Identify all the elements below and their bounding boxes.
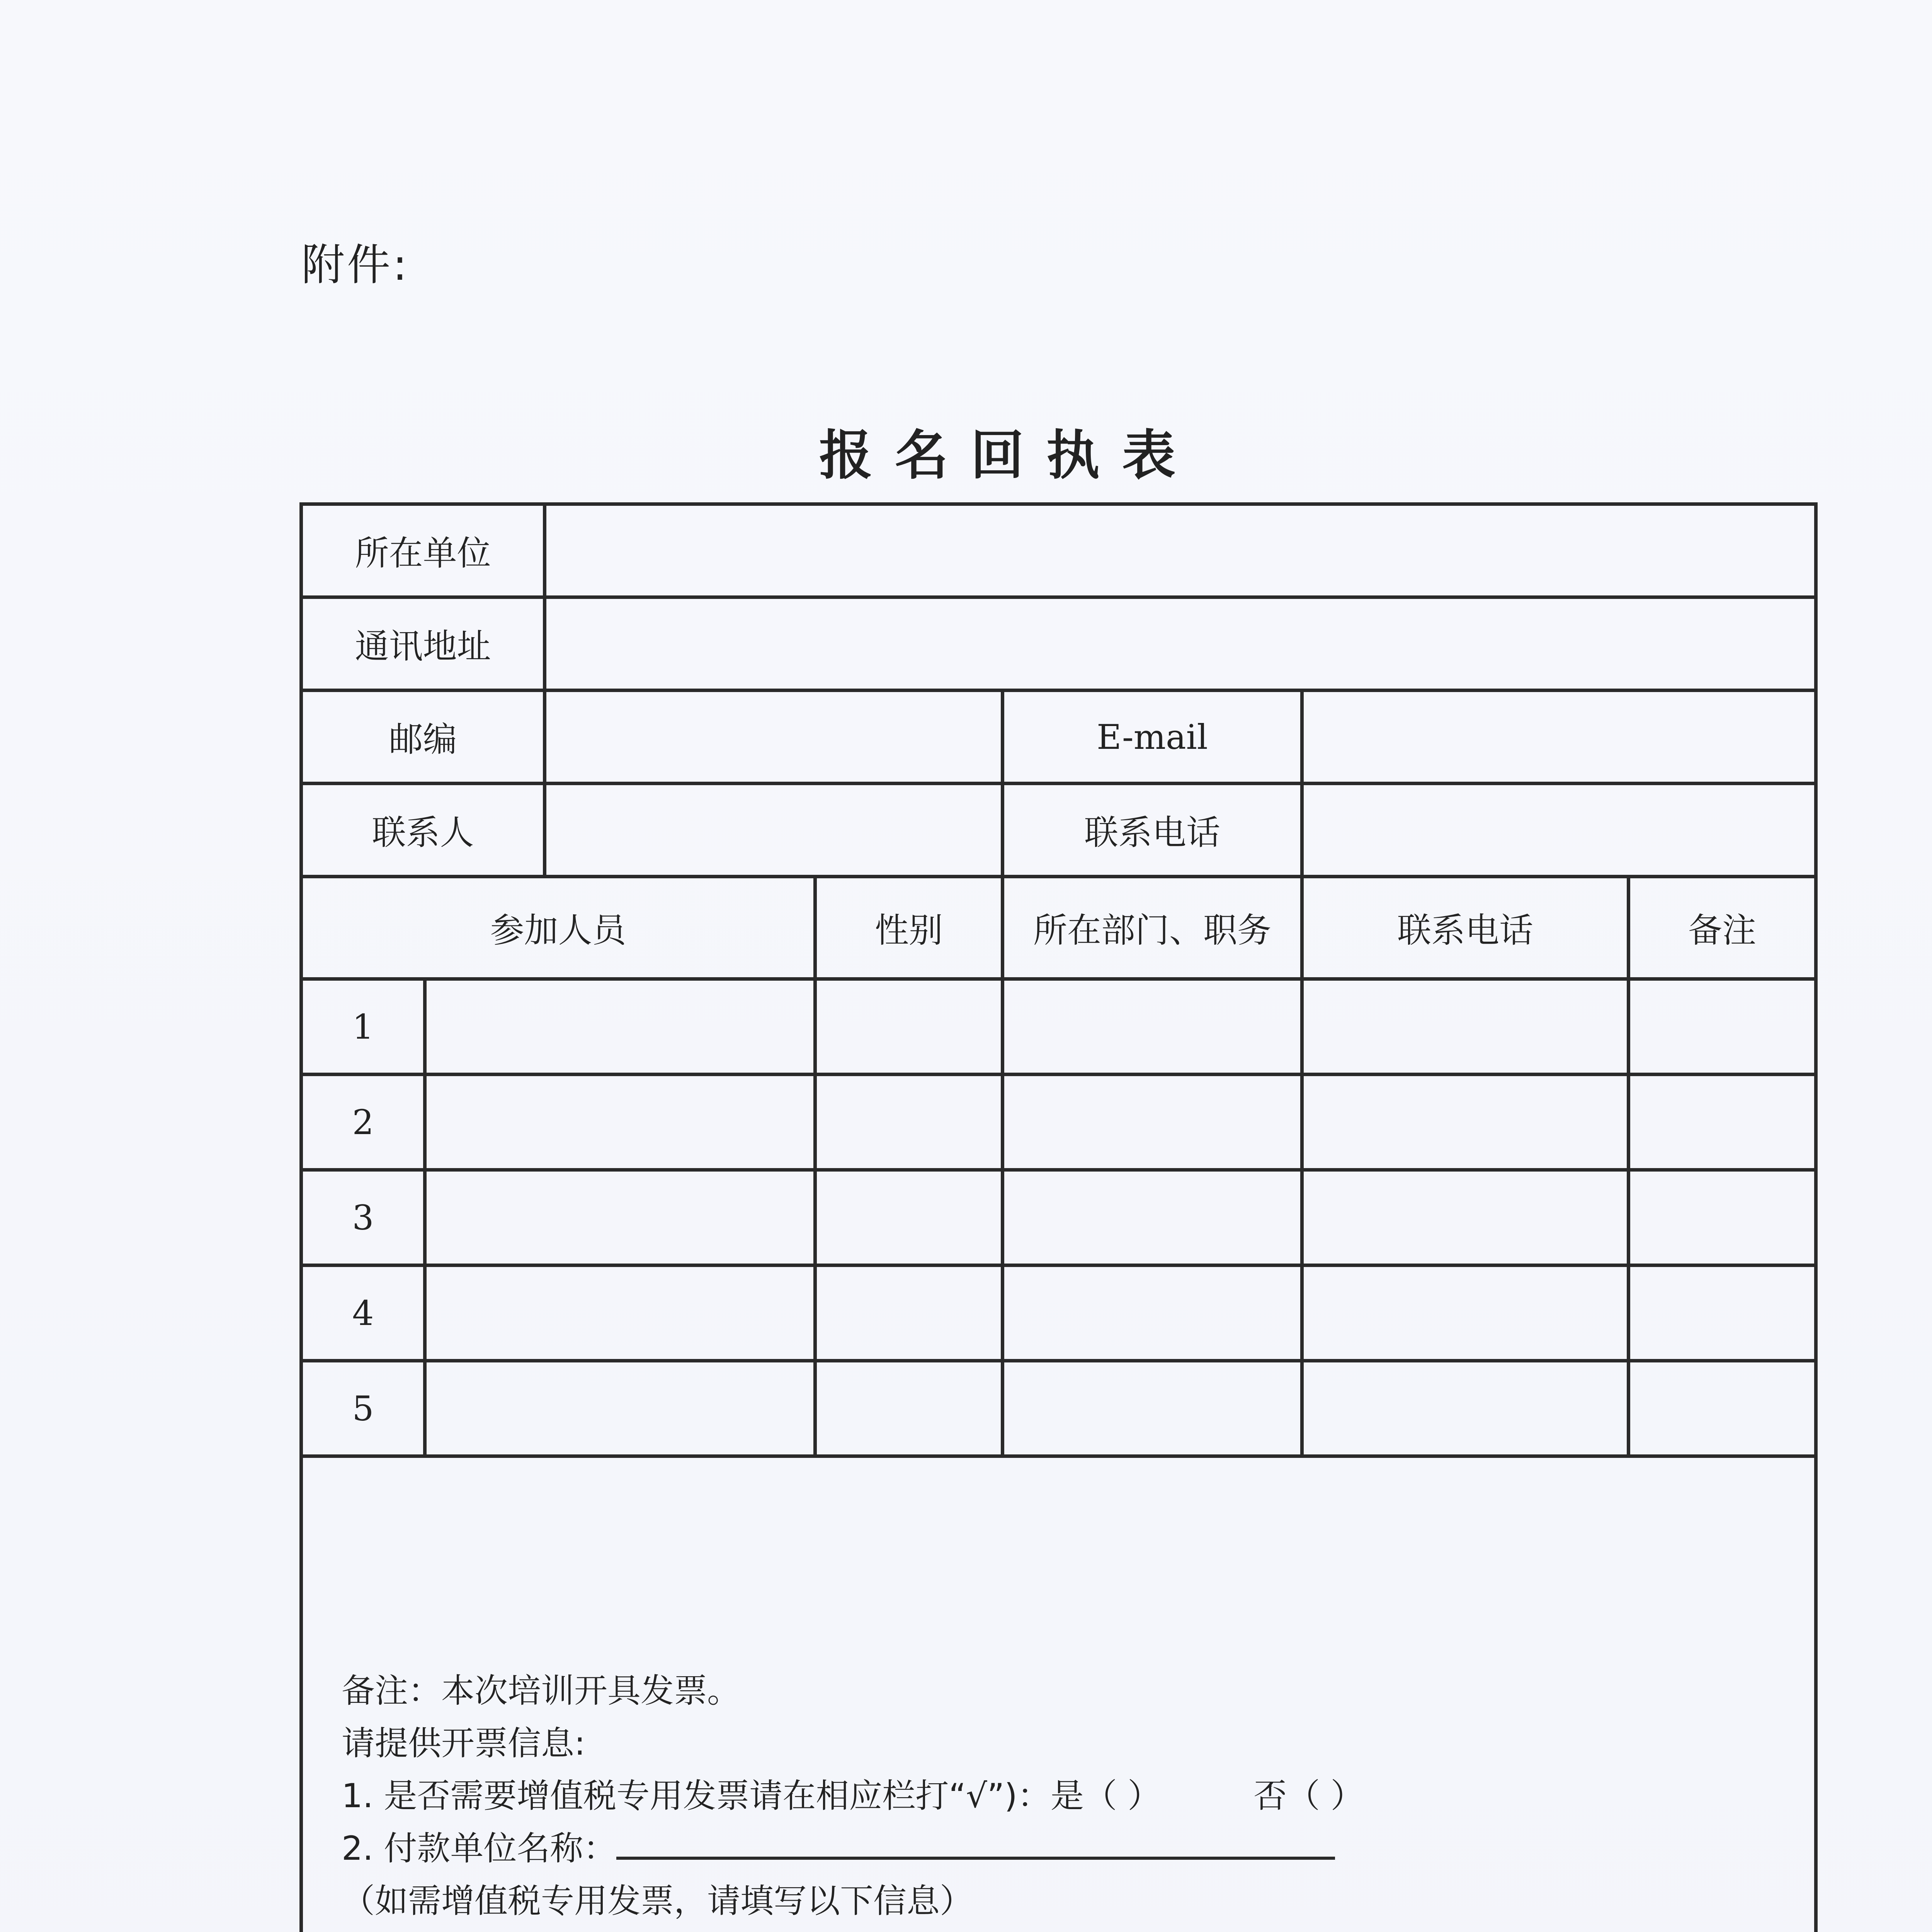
phone-cell[interactable] bbox=[1302, 1075, 1629, 1170]
contact-label: 联系人 bbox=[301, 784, 545, 877]
taxpayer-id-line bbox=[342, 1927, 1364, 1932]
remarks-cell[interactable] bbox=[1629, 1361, 1816, 1456]
notes-invoice-intro: 请提供开票信息: bbox=[342, 1724, 585, 1763]
registration-form-table bbox=[299, 502, 1818, 1932]
address-label: 通讯地址 bbox=[301, 597, 545, 690]
table-row bbox=[301, 1361, 1816, 1456]
vat-question-text: 1. 是否需要增值税专用发票请在相应栏打“√”)：是（ ） bbox=[342, 1777, 1161, 1815]
vat-question-line bbox=[342, 1770, 1364, 1822]
department-cell[interactable] bbox=[1003, 1265, 1302, 1361]
phone-cell[interactable] bbox=[1302, 1361, 1629, 1456]
participant-name-cell[interactable] bbox=[425, 1361, 815, 1456]
participant-name-cell[interactable] bbox=[425, 979, 815, 1075]
gender-cell[interactable] bbox=[815, 1170, 1003, 1265]
postcode-email-row bbox=[301, 690, 1816, 784]
address-field[interactable] bbox=[545, 597, 1816, 690]
form-title: 报名回执表 bbox=[819, 424, 1198, 486]
remarks-cell[interactable] bbox=[1629, 1075, 1816, 1170]
department-cell[interactable] bbox=[1003, 1170, 1302, 1265]
email-label: E-mail bbox=[1003, 690, 1302, 784]
unit-label: 所在单位 bbox=[301, 504, 545, 597]
department-cell[interactable] bbox=[1003, 1075, 1302, 1170]
table-row bbox=[301, 1265, 1816, 1361]
unit-row bbox=[301, 504, 1816, 597]
unit-field[interactable] bbox=[545, 504, 1816, 597]
header-remarks: 备注 bbox=[1629, 877, 1816, 979]
contact-phone-label: 联系电话 bbox=[1003, 784, 1302, 877]
header-gender: 性别 bbox=[815, 877, 1003, 979]
phone-cell[interactable] bbox=[1302, 1170, 1629, 1265]
remarks-cell[interactable] bbox=[1629, 1265, 1816, 1361]
postcode-label: 邮编 bbox=[301, 690, 545, 784]
participants-header-row bbox=[301, 877, 1816, 979]
department-cell[interactable] bbox=[1003, 979, 1302, 1075]
row-number: 4 bbox=[301, 1265, 425, 1361]
remarks-cell[interactable] bbox=[1629, 979, 1816, 1075]
postcode-field[interactable] bbox=[545, 690, 1003, 784]
payer-name-line bbox=[342, 1822, 1364, 1875]
notes-cell bbox=[301, 1456, 1816, 1932]
payer-name-label: 2. 付款单位名称： bbox=[342, 1829, 617, 1868]
participant-name-cell[interactable] bbox=[425, 1170, 815, 1265]
attachment-label: 附件: bbox=[301, 240, 410, 290]
table-row bbox=[301, 1075, 1816, 1170]
contact-row bbox=[301, 784, 1816, 877]
table-row bbox=[301, 979, 1816, 1075]
address-row bbox=[301, 597, 1816, 690]
gender-cell[interactable] bbox=[815, 1075, 1003, 1170]
phone-cell[interactable] bbox=[1302, 979, 1629, 1075]
header-department: 所在部门、职务 bbox=[1003, 877, 1302, 979]
remarks-cell[interactable] bbox=[1629, 1170, 1816, 1265]
phone-cell[interactable] bbox=[1302, 1265, 1629, 1361]
department-cell[interactable] bbox=[1003, 1361, 1302, 1456]
email-field[interactable] bbox=[1302, 690, 1816, 784]
contact-phone-field[interactable] bbox=[1302, 784, 1816, 877]
vat-fill-note: （如需增值税专用发票，请填写以下信息） bbox=[342, 1882, 973, 1920]
header-participants: 参加人员 bbox=[301, 877, 815, 979]
gender-cell[interactable] bbox=[815, 1265, 1003, 1361]
gender-cell[interactable] bbox=[815, 1361, 1003, 1456]
invoice-notes bbox=[342, 1665, 1364, 1932]
row-number: 1 bbox=[301, 979, 425, 1075]
participant-name-cell[interactable] bbox=[425, 1265, 815, 1361]
participant-name-cell[interactable] bbox=[425, 1075, 815, 1170]
notes-invoice-statement: 备注：本次培训开具发票。 bbox=[342, 1672, 740, 1710]
gender-cell[interactable] bbox=[815, 979, 1003, 1075]
row-number: 3 bbox=[301, 1170, 425, 1265]
notes-row bbox=[301, 1456, 1816, 1932]
row-number: 5 bbox=[301, 1361, 425, 1456]
vat-no-option[interactable]: 否（ ） bbox=[1253, 1777, 1364, 1815]
table-row bbox=[301, 1170, 1816, 1265]
row-number: 2 bbox=[301, 1075, 425, 1170]
payer-name-blank[interactable] bbox=[616, 1830, 1335, 1860]
header-phone: 联系电话 bbox=[1302, 877, 1629, 979]
contact-field[interactable] bbox=[545, 784, 1003, 877]
